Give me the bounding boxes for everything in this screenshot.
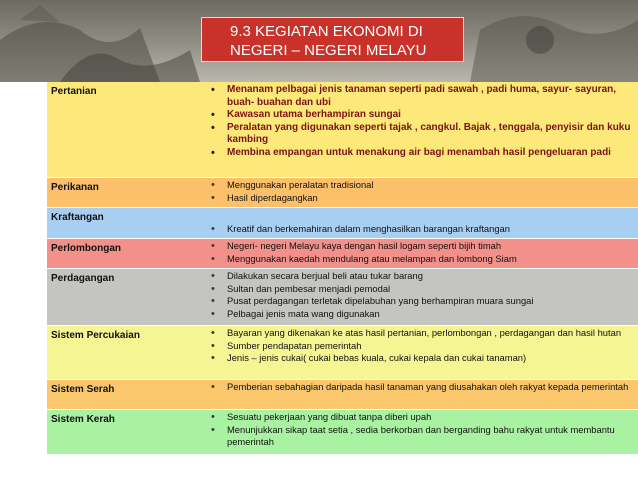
- economic-activities-table: [47, 82, 638, 455]
- list-item: • Sultan dan pembesar menjadi pemodal: [211, 282, 391, 295]
- bullet-icon: •: [211, 146, 215, 159]
- category-label: Perlombongan: [51, 243, 122, 254]
- bullet-icon: •: [211, 327, 215, 339]
- bullet-icon: •: [211, 423, 215, 436]
- bullet-icon: •: [211, 223, 215, 235]
- list-item: • Pelbagai jenis mata wang digunakan: [211, 307, 380, 320]
- slide-title: [201, 17, 464, 62]
- bullet-icon: •: [211, 339, 215, 352]
- list-item: • Menunjukkan sikap taat setia , sedia berkorban dan berganding bahu rakyat untuk membantu pemerintah: [211, 423, 615, 448]
- list-item: • Hasil diperdagangkan: [211, 191, 318, 204]
- bullet-icon: •: [211, 109, 215, 121]
- list-item: • Menanam pelbagai jenis tanaman seperti padi sawah , padi huma, sayur- sayuran, buah- buahan dan ubi: [211, 84, 617, 108]
- category-label: Sistem Kerah: [51, 414, 115, 425]
- list-item: • Pusat perdagangan terletak dipelabuhan yang berhampiran muara sungai: [211, 295, 534, 308]
- row-pertanian: [47, 82, 638, 178]
- list-item: • Bayaran yang dikenakan ke atas hasil pertanian, perlombongan , perdagangan dan hasil hutan: [211, 327, 622, 339]
- category-label: Perikanan: [51, 182, 99, 193]
- list-item: • Peralatan yang digunakan seperti tajak , cangkul. Bajak , tenggala, penyisir dan kuku kambing: [211, 121, 631, 145]
- bullet-icon: •: [211, 270, 215, 282]
- title-line-2: NEGERI – NEGERI MELAYU: [230, 42, 427, 59]
- list-item: • Menggunakan kaedah mendulang atau melampan dan lombong Siam: [211, 252, 517, 265]
- list-item: • Menggunakan peralatan tradisional: [211, 179, 374, 191]
- category-label: Sistem Percukaian: [51, 330, 140, 341]
- bullet-icon: •: [211, 352, 215, 365]
- bullet-icon: •: [211, 411, 215, 423]
- bullet-icon: •: [211, 282, 215, 295]
- row-kraftangan: [47, 208, 638, 239]
- bullet-icon: •: [211, 240, 215, 252]
- category-label: Pertanian: [51, 86, 97, 97]
- row-sistem-percukaian: [47, 326, 638, 380]
- row-perlombongan: [47, 239, 638, 269]
- bullet-icon: •: [211, 307, 215, 320]
- list-item: • Negeri- negeri Melayu kaya dengan hasil logam seperti bijih timah: [211, 240, 502, 252]
- list-item: • Membina empangan untuk menakung air bagi menambah hasil pengeluaran padi: [211, 146, 611, 159]
- row-perikanan: [47, 178, 638, 208]
- bullet-icon: •: [211, 191, 215, 204]
- bullet-icon: •: [211, 84, 215, 96]
- bullet-icon: •: [211, 295, 215, 308]
- row-sistem-kerah: [47, 410, 638, 455]
- category-label: Sistem Serah: [51, 384, 115, 395]
- list-item: • Pemberian sebahagian daripada hasil tanaman yang diusahakan oleh rakyat kepada pemerintah: [211, 381, 629, 393]
- category-label: Perdagangan: [51, 273, 115, 284]
- list-item: • Sumber pendapatan pemerintah: [211, 339, 362, 352]
- list-item: • Jenis – jenis cukai( cukai bebas kuala, cukai kepala dan cukai tanaman): [211, 352, 527, 365]
- bullet-icon: •: [211, 252, 215, 265]
- list-item: • Sesuatu pekerjaan yang dibuat tanpa diberi upah: [211, 411, 432, 423]
- list-item: • Dilakukan secara berjual beli atau tukar barang: [211, 270, 423, 282]
- category-label: Kraftangan: [51, 212, 104, 223]
- row-sistem-serah: [47, 380, 638, 410]
- list-item: • Kreatif dan berkemahiran dalam menghasilkan barangan kraftangan: [211, 223, 510, 235]
- title-line-1: 9.3 KEGIATAN EKONOMI DI: [230, 23, 423, 40]
- bullet-icon: •: [211, 179, 215, 191]
- list-item: • Kawasan utama berhampiran sungai: [211, 109, 401, 121]
- bullet-icon: •: [211, 121, 215, 134]
- bullet-icon: •: [211, 381, 215, 393]
- row-perdagangan: [47, 269, 638, 326]
